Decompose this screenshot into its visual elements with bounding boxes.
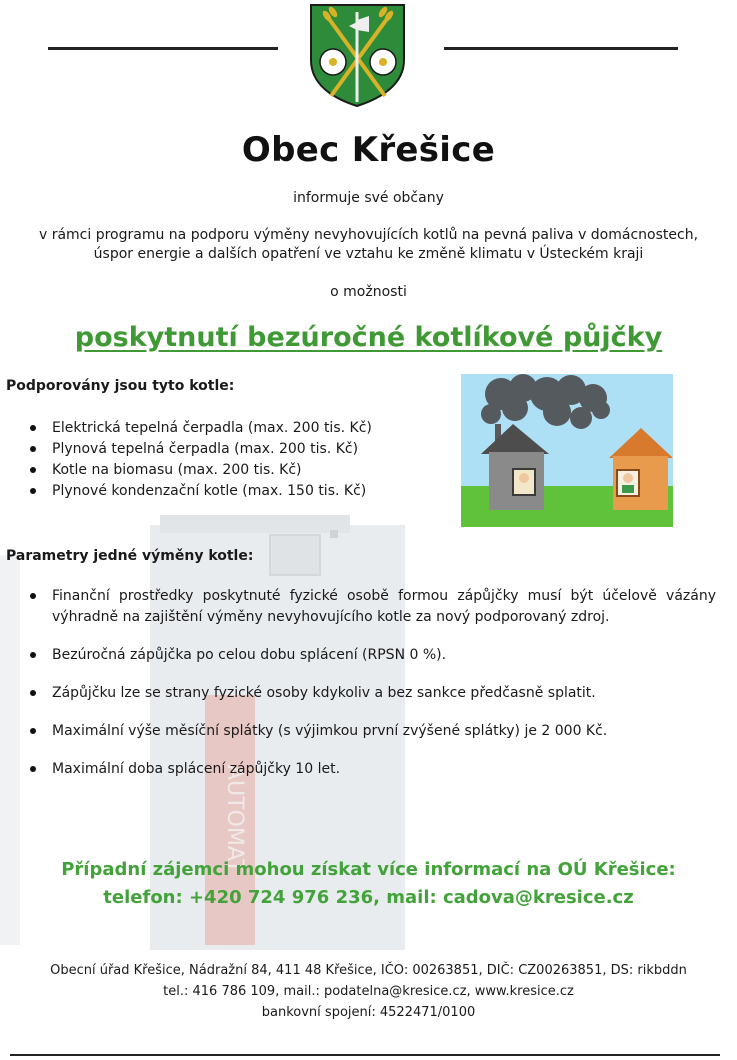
contact-line-1: Případní zájemci mohou získat více informací na OÚ Křešice: [61, 859, 676, 880]
footer [0, 960, 737, 1023]
moznosti-line: o možnosti [330, 284, 407, 300]
footer-line-1: Obecní úřad Křešice, Nádražní 84, 411 48 Křešice, IČO: 00263851, DIČ: CZ00263851, DS: rikbddn [50, 963, 687, 978]
list-item: Plynová tepelná čerpadla (max. 200 tis. Kč) [30, 439, 450, 460]
footer-line-2: tel.: 416 786 109, mail.: podatelna@kresice.cz, www.kresice.cz [163, 984, 574, 999]
inform-line: informuje své občany [293, 190, 444, 206]
left-rose [320, 49, 346, 75]
top-rule-left [48, 47, 278, 50]
list-item: Kotle na biomasu (max. 200 tis. Kč) [30, 460, 450, 481]
houses-illustration [461, 374, 673, 527]
footer-line-3: bankovní spojení: 4522471/0100 [261, 1005, 476, 1020]
right-rose [370, 49, 396, 75]
parameters-list [30, 586, 716, 797]
list-item: Bezúročná zápůjčka po celou dobu splácení (RPSN 0 %). [30, 645, 716, 666]
intro-line-1: v rámci programu na podporu výměny nevyhovujících kotlů na pevná paliva v domácnostech, [38, 227, 699, 243]
list-item: Maximální výše měsíční splátky (s výjimkou první zvýšené splátky) je 2 000 Kč. [30, 721, 716, 742]
coat-of-arms-logo [307, 2, 408, 108]
bottom-rule [10, 1054, 720, 1056]
list-item: Plynové kondenzační kotle (max. 150 tis. Kč) [30, 481, 450, 502]
intro-text [0, 226, 737, 264]
contact-line-2: telefon: +420 724 976 236, mail: cadova@kresice.cz [103, 887, 634, 908]
top-rule-right [444, 47, 678, 50]
intro-line-2: úspor energie a dalších opatření ve vztahu ke změně klimatu v Ústeckém kraji [93, 246, 644, 262]
boiler-brand-text: AUTOMAT [222, 765, 247, 873]
list-item: Maximální doba splácení zápůjčky 10 let. [30, 759, 716, 780]
page-title: Obec Křešice [241, 130, 496, 170]
parameters-heading: Parametry jedné výměny kotle: [6, 548, 254, 564]
supported-heading: Podporovány jsou tyto kotle: [6, 378, 235, 394]
supported-list [30, 418, 450, 502]
contact-block [0, 856, 737, 912]
headline: poskytnutí bezúročné kotlíkové půjčky [74, 322, 663, 353]
list-item: Elektrická tepelná čerpadla (max. 200 tis. Kč) [30, 418, 450, 439]
list-item: Zápůjčku lze se strany fyzické osoby kdykoliv a bez sankce předčasně splatit. [30, 683, 716, 704]
list-item: Finanční prostředky poskytnuté fyzické osobě formou zápůjčky musí být účelově vázány výhradně na zajištění výměny nevyhovujícího kotle za nový podporovaný zdroj. [30, 586, 716, 628]
